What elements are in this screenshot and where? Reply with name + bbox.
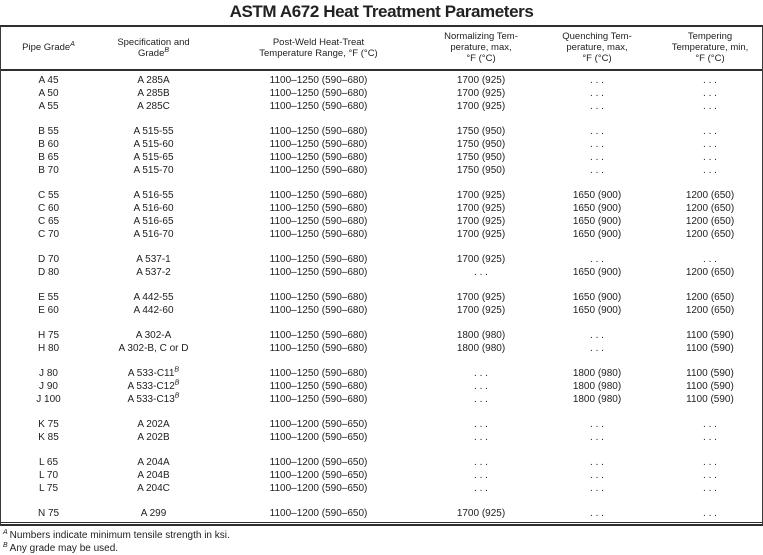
table-cell-post-weld-heat-treat-range: 1100–1200 (590–650)	[269, 419, 368, 430]
table-cell-quenching-temperature-max: . . .	[590, 508, 604, 519]
table-row	[1, 70, 762, 87]
table-row	[1, 456, 762, 469]
group-spacer-cell	[1, 317, 762, 329]
table-row	[1, 329, 762, 342]
column-header-line: Grade$^B$	[137, 46, 170, 59]
column-header-line: Temperature, min,	[671, 42, 749, 53]
table-cell-quenching-temperature-max: . . .	[590, 419, 604, 430]
table-cell-normalizing-temperature-max: 1700 (925)	[456, 508, 506, 519]
table-cell-tempering-temperature-min: 1200 (650)	[685, 229, 735, 240]
table-cell-specification-and-grade: A 442-60	[133, 305, 174, 316]
table-cell-quenching-temperature-max: 1650 (900)	[572, 203, 622, 214]
table-cell-normalizing-temperature-max: 1800 (980)	[456, 330, 506, 341]
column-header-post-weld-heat-treat-range	[211, 27, 426, 70]
table-cell-quenching-temperature-max: . . .	[590, 343, 604, 354]
table-cell-pipe-grade: A 50	[38, 88, 59, 99]
table-cell-quenching-temperature-max: 1650 (900)	[572, 305, 622, 316]
superscript-note-ref: B	[174, 392, 180, 400]
column-header-line: Quenching Tem-	[562, 31, 632, 42]
table-cell-pipe-grade: E 60	[38, 305, 59, 316]
table-cell-quenching-temperature-max: . . .	[590, 152, 604, 163]
column-header-line: Tempering	[687, 31, 733, 42]
table-cell-normalizing-temperature-max: . . .	[474, 381, 488, 392]
table-cell-post-weld-heat-treat-range: 1100–1250 (590–680)	[269, 165, 368, 176]
table-cell-tempering-temperature-min: 1200 (650)	[685, 267, 735, 278]
column-header-line: Pipe Grade$^A$	[22, 40, 75, 53]
superscript-note-ref: A	[70, 40, 75, 48]
table-cell-post-weld-heat-treat-range: 1100–1250 (590–680)	[269, 152, 368, 163]
table-row	[1, 393, 762, 406]
footnotes	[0, 526, 763, 555]
table-cell-quenching-temperature-max: 1800 (980)	[572, 368, 622, 379]
group-spacer-row	[1, 406, 762, 418]
table-cell-tempering-temperature-min: . . .	[703, 101, 717, 112]
table-cell-quenching-temperature-max: . . .	[590, 101, 604, 112]
table-row	[1, 228, 762, 241]
table-cell-quenching-temperature-max: . . .	[590, 88, 604, 99]
table-row	[1, 151, 762, 164]
group-spacer-row	[1, 355, 762, 367]
footnote-B: $^B$ Any grade may be used.	[3, 541, 119, 554]
table-cell-tempering-temperature-min: . . .	[703, 139, 717, 150]
table-row	[1, 431, 762, 444]
table-cell-specification-and-grade: A 204B	[137, 470, 170, 481]
table-cell-specification-and-grade: A 516-55	[133, 190, 174, 201]
table-cell-tempering-temperature-min: . . .	[703, 483, 717, 494]
table-cell-normalizing-temperature-max: . . .	[474, 394, 488, 405]
table-cell-post-weld-heat-treat-range: 1100–1250 (590–680)	[269, 203, 368, 214]
table-cell-tempering-temperature-min: . . .	[703, 457, 717, 468]
table-cell-pipe-grade: L 65	[38, 457, 59, 468]
table-cell-tempering-temperature-min: 1100 (590)	[686, 394, 734, 405]
table-row	[1, 87, 762, 100]
column-header-line: °F (°C)	[695, 53, 725, 64]
column-header-line: Normalizing Tem-	[444, 31, 518, 42]
group-spacer-cell	[1, 444, 762, 456]
group-spacer-row	[1, 241, 762, 253]
table-cell-pipe-grade: A 55	[38, 101, 59, 112]
table-cell-post-weld-heat-treat-range: 1100–1200 (590–650)	[269, 483, 368, 494]
table-cell-quenching-temperature-max: 1650 (900)	[572, 216, 622, 227]
table-cell-pipe-grade: D 70	[37, 254, 60, 265]
column-header-specification-and-grade	[96, 27, 211, 70]
table-cell-post-weld-heat-treat-range: 1100–1250 (590–680)	[269, 101, 368, 112]
superscript-note-ref: B	[174, 379, 180, 387]
table-cell-normalizing-temperature-max: 1700 (925)	[456, 88, 506, 99]
group-spacer-cell	[1, 279, 762, 291]
table-cell-tempering-temperature-min: . . .	[703, 165, 717, 176]
column-header-line: perature, max,	[450, 42, 512, 53]
column-header-line: perature, max,	[566, 42, 628, 53]
table-cell-tempering-temperature-min: 1200 (650)	[685, 190, 735, 201]
table-cell-normalizing-temperature-max: 1750 (950)	[456, 152, 506, 163]
column-header-line: Temperature Range, °F (°C)	[259, 47, 378, 59]
table-row	[1, 482, 762, 495]
table-cell-specification-and-grade: A $533-C13^B$	[127, 392, 180, 405]
column-header-line: Post-Weld Heat-Treat	[272, 36, 365, 48]
table-cell-specification-and-grade: A $533-C11^B$	[127, 366, 180, 379]
table-cell-pipe-grade: B 65	[38, 152, 59, 163]
table-cell-pipe-grade: B 55	[38, 126, 59, 137]
table-cell-quenching-temperature-max: 1800 (980)	[572, 394, 622, 405]
table-cell-specification-and-grade: A 537-2	[136, 267, 171, 278]
table-cell-post-weld-heat-treat-range: 1100–1250 (590–680)	[269, 368, 368, 379]
group-spacer-row	[1, 279, 762, 291]
document-page	[0, 2, 763, 554]
table-cell-pipe-grade: J 90	[39, 381, 58, 392]
table-cell-specification-and-grade: A 302-B, C or D	[118, 343, 189, 354]
footnote-A: $^A$ Numbers indicate minimum tensile strength in ksi.	[3, 528, 230, 541]
table-cell-specification-and-grade: A 302-A	[135, 330, 172, 341]
table-cell-post-weld-heat-treat-range: 1100–1250 (590–680)	[269, 381, 368, 392]
table-cell-specification-and-grade: A 442-55	[133, 292, 174, 303]
table-row	[1, 367, 762, 380]
table-cell-pipe-grade: L 70	[38, 470, 59, 481]
table-cell-normalizing-temperature-max: 1700 (925)	[456, 229, 506, 240]
table-cell-specification-and-grade: A 515-60	[133, 139, 174, 150]
table-cell-normalizing-temperature-max: 1700 (925)	[456, 101, 506, 112]
table-cell-pipe-grade: J 80	[39, 368, 58, 379]
table-cell-pipe-grade: N 75	[37, 508, 60, 519]
table-cell-tempering-temperature-min: . . .	[703, 419, 717, 430]
table-cell-normalizing-temperature-max: 1700 (925)	[456, 216, 506, 227]
table-cell-post-weld-heat-treat-range: 1100–1250 (590–680)	[269, 216, 368, 227]
table-row	[1, 125, 762, 138]
table-cell-tempering-temperature-min: 1200 (650)	[685, 292, 735, 303]
group-spacer-cell	[1, 113, 762, 125]
table-cell-pipe-grade: C 55	[37, 190, 60, 201]
column-header-line: °F (°C)	[582, 53, 612, 64]
table-cell-specification-and-grade: A 204C	[137, 483, 170, 494]
table-cell-quenching-temperature-max: 1650 (900)	[572, 190, 622, 201]
table-row	[1, 138, 762, 151]
table-row	[1, 202, 762, 215]
table-cell-specification-and-grade: A 515-55	[133, 126, 174, 137]
table-cell-post-weld-heat-treat-range: 1100–1250 (590–680)	[269, 254, 368, 265]
table-cell-normalizing-temperature-max: . . .	[474, 483, 488, 494]
table-cell-post-weld-heat-treat-range: 1100–1250 (590–680)	[269, 88, 368, 99]
table-row	[1, 266, 762, 279]
table-row	[1, 253, 762, 266]
table-cell-pipe-grade: E 55	[38, 292, 59, 303]
table-cell-tempering-temperature-min: . . .	[703, 508, 717, 519]
table-cell-quenching-temperature-max: . . .	[590, 470, 604, 481]
table-row	[1, 304, 762, 317]
table-cell-post-weld-heat-treat-range: 1100–1200 (590–650)	[269, 470, 368, 481]
table-cell-pipe-grade: K 75	[38, 419, 59, 430]
group-spacer-row	[1, 177, 762, 189]
table-cell-post-weld-heat-treat-range: 1100–1250 (590–680)	[269, 394, 368, 405]
group-spacer-cell	[1, 241, 762, 253]
table-row	[1, 342, 762, 355]
table-cell-normalizing-temperature-max: 1750 (950)	[456, 126, 506, 137]
table-cell-post-weld-heat-treat-range: 1100–1250 (590–680)	[269, 75, 368, 86]
table-cell-post-weld-heat-treat-range: 1100–1200 (590–650)	[269, 508, 368, 519]
table-cell-pipe-grade: C 70	[37, 229, 60, 240]
table-cell-normalizing-temperature-max: . . .	[474, 470, 488, 481]
table-cell-quenching-temperature-max: 1650 (900)	[572, 229, 622, 240]
table-cell-normalizing-temperature-max: . . .	[474, 419, 488, 430]
table-cell-normalizing-temperature-max: 1700 (925)	[456, 254, 506, 265]
column-header-tempering-temperature-min	[658, 27, 762, 70]
heat-treatment-table	[1, 27, 762, 520]
table-cell-specification-and-grade: A 204A	[137, 457, 170, 468]
table-cell-post-weld-heat-treat-range: 1100–1250 (590–680)	[269, 330, 368, 341]
table-cell-pipe-grade: L 75	[38, 483, 59, 494]
table-cell-quenching-temperature-max: 1650 (900)	[572, 267, 622, 278]
group-spacer-row	[1, 495, 762, 507]
group-spacer-cell	[1, 406, 762, 418]
table-cell-specification-and-grade: A 516-60	[133, 203, 174, 214]
table-row	[1, 469, 762, 482]
table-cell-normalizing-temperature-max: . . .	[474, 432, 488, 443]
table-cell-normalizing-temperature-max: 1750 (950)	[456, 139, 506, 150]
table-row	[1, 164, 762, 177]
table-cell-normalizing-temperature-max: . . .	[474, 457, 488, 468]
group-spacer-cell	[1, 177, 762, 189]
table-row	[1, 189, 762, 202]
table-cell-quenching-temperature-max: . . .	[590, 75, 604, 86]
header-row	[1, 27, 762, 70]
table-cell-specification-and-grade: A 537-1	[136, 254, 171, 265]
table-cell-tempering-temperature-min: . . .	[703, 126, 717, 137]
table-cell-normalizing-temperature-max: . . .	[474, 267, 488, 278]
table-cell-post-weld-heat-treat-range: 1100–1250 (590–680)	[269, 126, 368, 137]
table-cell-tempering-temperature-min: 1100 (590)	[686, 330, 734, 341]
table-cell-post-weld-heat-treat-range: 1100–1250 (590–680)	[269, 292, 368, 303]
table-row	[1, 100, 762, 113]
table-cell-specification-and-grade: A 515-70	[133, 165, 174, 176]
table-cell-post-weld-heat-treat-range: 1100–1250 (590–680)	[269, 190, 368, 201]
table-cell-pipe-grade: H 75	[37, 330, 60, 341]
table-row	[1, 215, 762, 228]
table-cell-tempering-temperature-min: . . .	[703, 152, 717, 163]
table-cell-post-weld-heat-treat-range: 1100–1250 (590–680)	[269, 267, 368, 278]
group-spacer-row	[1, 317, 762, 329]
table-cell-specification-and-grade: A $533-C12^B$	[127, 379, 180, 392]
table-cell-pipe-grade: H 80	[37, 343, 60, 354]
superscript-note-ref: B	[164, 46, 170, 54]
footnote-marker: A	[3, 528, 8, 536]
table-cell-quenching-temperature-max: 1650 (900)	[572, 292, 622, 303]
table-cell-pipe-grade: C 60	[37, 203, 60, 214]
column-header-line: Specification and	[117, 36, 190, 48]
table-cell-normalizing-temperature-max: 1700 (925)	[456, 292, 506, 303]
group-spacer-row	[1, 113, 762, 125]
table-cell-tempering-temperature-min: 1200 (650)	[685, 203, 735, 214]
table-cell-pipe-grade: B 70	[38, 165, 59, 176]
group-spacer-cell	[1, 495, 762, 507]
table-cell-quenching-temperature-max: . . .	[590, 165, 604, 176]
table-cell-post-weld-heat-treat-range: 1100–1250 (590–680)	[269, 139, 368, 150]
table-cell-tempering-temperature-min: . . .	[703, 432, 717, 443]
table-header	[1, 27, 762, 70]
table-cell-quenching-temperature-max: . . .	[590, 457, 604, 468]
table-title: ASTM A672 Heat Treatment Parameters	[229, 2, 534, 21]
column-header-normalizing-temperature-max	[426, 27, 536, 70]
table-cell-specification-and-grade: A 515-65	[133, 152, 174, 163]
table-cell-specification-and-grade: A 516-65	[133, 216, 174, 227]
table-cell-tempering-temperature-min: 1100 (590)	[686, 368, 734, 379]
table-frame	[0, 25, 763, 526]
table-cell-tempering-temperature-min: . . .	[703, 75, 717, 86]
table-cell-tempering-temperature-min: . . .	[703, 254, 717, 265]
table-cell-normalizing-temperature-max: 1800 (980)	[456, 343, 506, 354]
table-cell-post-weld-heat-treat-range: 1100–1200 (590–650)	[269, 432, 368, 443]
table-cell-quenching-temperature-max: . . .	[590, 126, 604, 137]
table-cell-specification-and-grade: A 285C	[137, 101, 170, 112]
table-cell-quenching-temperature-max: . . .	[590, 432, 604, 443]
table-cell-quenching-temperature-max: 1800 (980)	[572, 381, 622, 392]
table-cell-quenching-temperature-max: . . .	[590, 254, 604, 265]
table-cell-quenching-temperature-max: . . .	[590, 330, 604, 341]
table-row	[1, 380, 762, 393]
table-cell-post-weld-heat-treat-range: 1100–1200 (590–650)	[269, 457, 368, 468]
table-cell-specification-and-grade: A 202A	[137, 419, 170, 430]
group-spacer-row	[1, 444, 762, 456]
table-cell-quenching-temperature-max: . . .	[590, 483, 604, 494]
group-spacer-cell	[1, 355, 762, 367]
table-cell-pipe-grade: J 100	[36, 394, 61, 405]
table-cell-quenching-temperature-max: . . .	[590, 139, 604, 150]
table-row	[1, 418, 762, 431]
table-body	[1, 70, 762, 520]
table-cell-specification-and-grade: A 516-70	[133, 229, 174, 240]
table-cell-specification-and-grade: A 299	[140, 508, 167, 519]
table-cell-tempering-temperature-min: . . .	[703, 470, 717, 481]
table-cell-post-weld-heat-treat-range: 1100–1250 (590–680)	[269, 305, 368, 316]
table-cell-pipe-grade: B 60	[38, 139, 59, 150]
table-cell-normalizing-temperature-max: 1700 (925)	[456, 75, 506, 86]
table-cell-normalizing-temperature-max: 1750 (950)	[456, 165, 506, 176]
table-cell-tempering-temperature-min: 1100 (590)	[686, 381, 734, 392]
table-cell-normalizing-temperature-max: 1700 (925)	[456, 190, 506, 201]
table-cell-pipe-grade: A 45	[38, 75, 59, 86]
table-row	[1, 291, 762, 304]
table-cell-pipe-grade: C 65	[37, 216, 60, 227]
table-cell-specification-and-grade: A 285B	[137, 88, 170, 99]
column-header-pipe-grade	[1, 27, 96, 70]
table-cell-pipe-grade: D 80	[37, 267, 60, 278]
table-cell-pipe-grade: K 85	[38, 432, 59, 443]
table-cell-tempering-temperature-min: . . .	[703, 88, 717, 99]
table-cell-tempering-temperature-min: 1100 (590)	[686, 343, 734, 354]
table-cell-normalizing-temperature-max: 1700 (925)	[456, 203, 506, 214]
table-cell-specification-and-grade: A 202B	[137, 432, 170, 443]
table-cell-tempering-temperature-min: 1200 (650)	[685, 305, 735, 316]
table-cell-tempering-temperature-min: 1200 (650)	[685, 216, 735, 227]
column-header-line: °F (°C)	[466, 53, 496, 64]
table-cell-specification-and-grade: A 285A	[137, 75, 170, 86]
table-cell-normalizing-temperature-max: . . .	[474, 368, 488, 379]
table-row	[1, 507, 762, 520]
table-cell-post-weld-heat-treat-range: 1100–1250 (590–680)	[269, 343, 368, 354]
table-cell-normalizing-temperature-max: 1700 (925)	[456, 305, 506, 316]
footnote-marker: B	[3, 541, 8, 549]
table-cell-post-weld-heat-treat-range: 1100–1250 (590–680)	[269, 229, 368, 240]
superscript-note-ref: B	[174, 366, 180, 374]
column-header-quenching-temperature-max	[536, 27, 658, 70]
